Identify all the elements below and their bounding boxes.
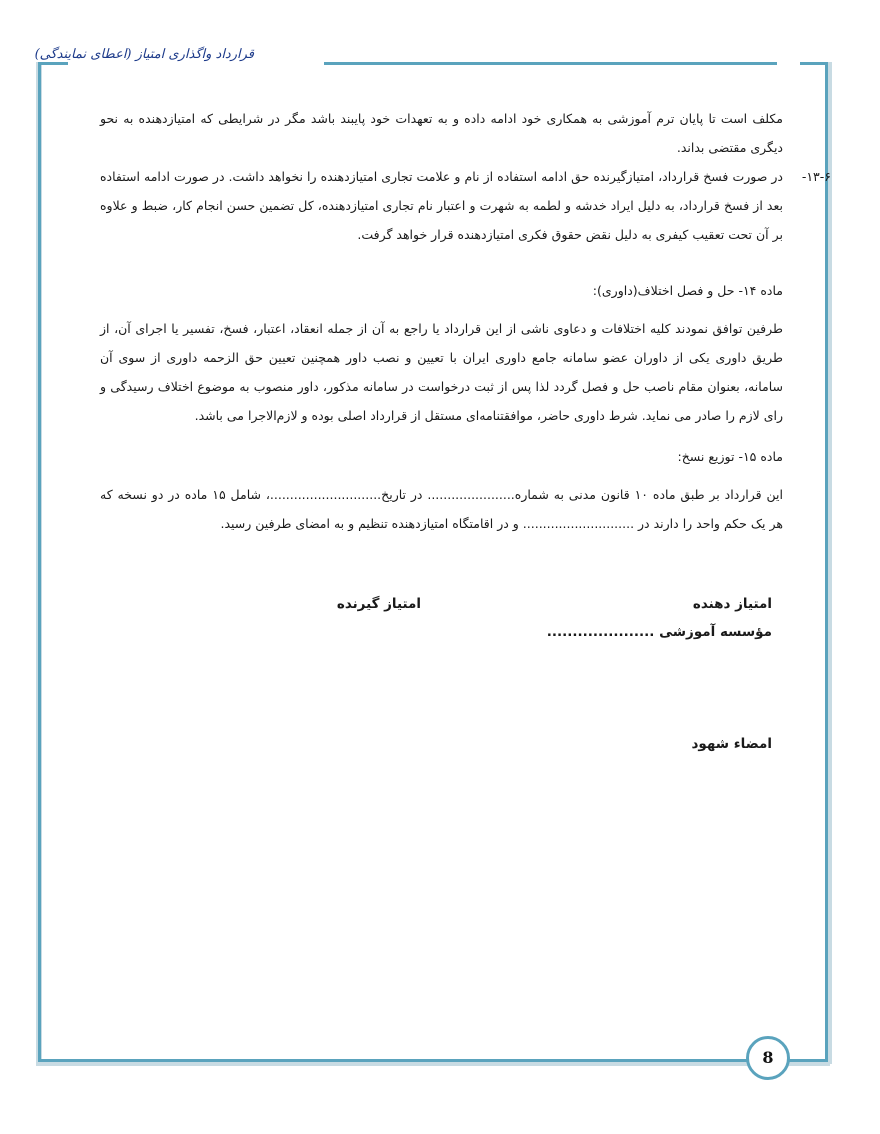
frame-left (38, 62, 41, 1062)
frame-top-mid (324, 62, 777, 65)
article-15-text (100, 480, 783, 538)
grantor-label: امتیاز دهنده (692, 596, 772, 612)
article-14-heading: ماده ۱۴- حل و فصل اختلاف(داوری): (592, 283, 783, 298)
grantee-label: امتیاز گیرنده (336, 596, 421, 612)
clause-text: در صورت فسخ قرارداد، امتیازگیرنده حق ادامه استفاده از نام و علامت تجاری امتیازدهنده را نخواهد داشت. در صورت ادامه استفاده بعد از فسخ قرارداد، به دلیل ایراد خدشه و لطمه به شهرت و اعتبار نام تجاری امتیازدهنده، کل تضمین حسن انجام کار، ضبط و علاوه بر آن تحت تعقیب کیفری به دلیل نقض حقوق فکری امتیازدهنده قرار خواهد گرفت. (100, 169, 783, 242)
article-14-paragraph: طرفین توافق نمودند کلیه اختلافات و دعاوی ناشی از این قرارداد یا راجع به آن از جمله انعقاد، اعتبار، فسخ، تفسیر یا اجرای آن، از طریق داوری یکی از داوران عضو سامانه جامع داوری ایران با تعیین و نصب داور همچنین تعیین حق الزحمه داوری از سوی آن سامانه، بعنوان مقام ناصب حل و فصل گردد لذا پس از ثبت درخواست در سامانه مذکور، داور منصوب به موضوع اختلاف رسیدگی و رای لازم را صادر می نماید. شرط داوری حاضر، موافقتنامه‌ای مستقل از قرارداد اصلی بوده و لازم‌الاجرا می باشد. (100, 321, 783, 423)
clause-13-6 (100, 162, 831, 249)
frame-right (825, 62, 828, 1062)
article-15-heading: ماده ۱۵- توزیع نسخ: (677, 449, 783, 464)
paragraph-continuation (100, 104, 783, 162)
frame-top-right (800, 62, 828, 65)
institute-label: مؤسسه آموزشی ..................... (546, 624, 772, 640)
frame-bottom (38, 1059, 828, 1062)
paragraph-text: مکلف است تا پایان ترم آموزشی به همکاری خود ادامه داده و به تعهدات خود پایبند باشد مگر در شرایطی که امتیازدهنده به نحو دیگری مقتضی بداند. (100, 111, 783, 155)
witnesses-label: امضاء شهود (691, 736, 772, 752)
header-logo: قرارداد واگذاری امتیاز (اعطای نمایندگی) (34, 47, 254, 62)
article-14-text (100, 314, 783, 430)
article-15-paragraph: این قرارداد بر طبق ماده ۱۰ قانون مدنی به شماره...................... در تاریخ............................، شامل ۱۵ ماده در دو نسخه که هر یک حکم واحد را دارند در ............................ و در اقامتگاه امتیازدهنده تنظیم و به امضای طرفین رسید. (100, 487, 783, 531)
clause-number: ۱۳-۶- (801, 169, 831, 184)
page-number: 8 (746, 1036, 790, 1080)
